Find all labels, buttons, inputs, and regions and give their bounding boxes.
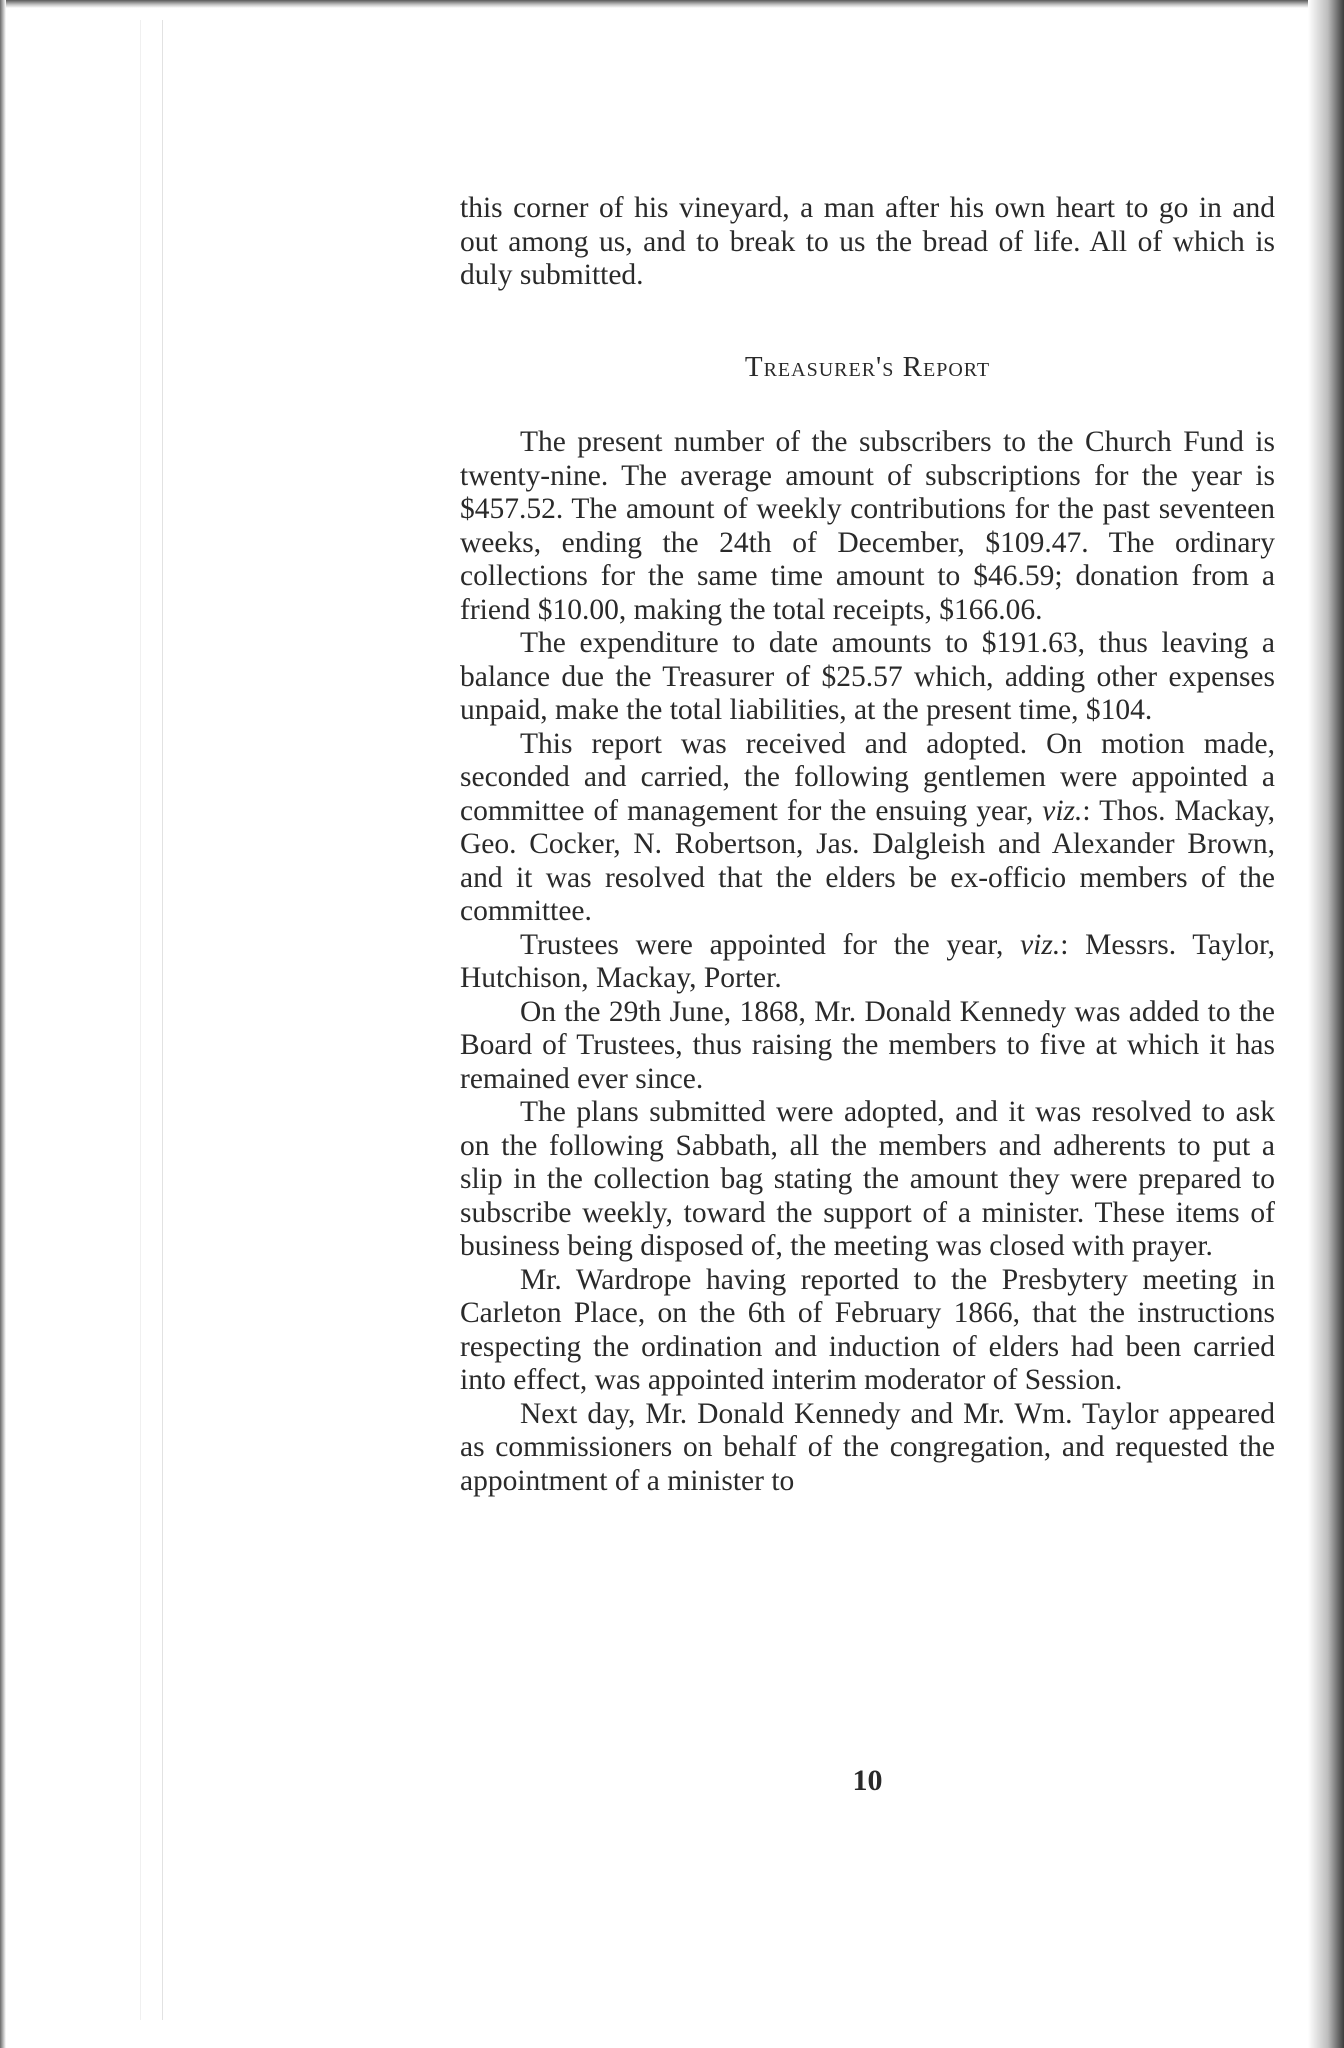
paragraph-trustees-text-b: : Messrs. Taylor, Hutchison, Mackay, Porter. <box>460 928 1275 994</box>
paragraph-commissioners: Next day, Mr. Donald Kennedy and Mr. Wm. Taylor appeared as commissioners on behalf of the congregation, and requested the appointment of a minister to <box>460 1397 1275 1497</box>
section-heading: Treasurer's Report <box>744 350 991 383</box>
paragraph-plans: The plans submitted were adopted, and it was resolved to ask on the following Sabbath, all the members and adherents to put a slip in the collection bag stating the amount they were prepared to subscribe weekly, toward the support of a minister. These items of business being disposed of, the meeting was closed with prayer. <box>460 1096 1275 1262</box>
paragraph-committee <box>460 728 1275 929</box>
paragraph-committee-text-a: This report was received and adopted. On motion made, seconded and carried, the following gentlemen were appointed a committee of management for the ensuing year, <box>460 727 1275 827</box>
page-body <box>460 192 1275 1498</box>
paragraph-committee-text-b: : Thos. Mackay, Geo. Cocker, N. Robertson, Jas. Dalgleish and Alexander Brown, and it was resolved that the elders be ex-officio members of the committee. <box>460 794 1275 927</box>
paragraph-kennedy-trustee: On the 29th June, 1868, Mr. Donald Kennedy was added to the Board of Trustees, thus raising the members to five at which it has remained ever since. <box>460 995 1275 1095</box>
paragraph-trustees-text-a: Trustees were appointed for the year, <box>520 928 1004 961</box>
binding-shadow <box>140 20 141 2020</box>
page-edge-left <box>0 0 6 2048</box>
binding-line <box>162 20 163 2020</box>
page-edge-right <box>1308 0 1344 2048</box>
paragraph-wardrope: Mr. Wardrope having reported to the Presbytery meeting in Carleton Place, on the 6th of February 1866, that the instructions respecting the ordination and induction of elders had been carried into effect, was appointed interim moderator of Session. <box>460 1263 1275 1396</box>
viz-italic: viz. <box>1020 928 1061 961</box>
page-edge-top <box>0 0 1344 8</box>
paragraph-expenditure: The expenditure to date amounts to $191.63, thus leaving a balance due the Treasurer of $25.57 which, adding other expenses unpaid, make the total liabilities, at the present time, $104. <box>460 627 1275 726</box>
paragraph-trustees <box>460 929 1275 996</box>
paragraph-subscribers: The present number of the subscribers to the Church Fund is twenty-nine. The average amount of subscriptions for the year is $457.52. The amount of weekly contributions for the past seventeen weeks, ending the 24th of December, $109.47. The ordinary collections for the same time amount to $46.59; donation from a friend $10.00, making the total receipts, $166.06. <box>460 426 1275 626</box>
page-number: 10 <box>852 1764 883 1797</box>
opening-paragraph: this corner of his vineyard, a man after his own heart to go in and out among us, and to break to us the bread of life. All of which is duly submitted. <box>460 192 1275 291</box>
viz-italic: viz. <box>1042 794 1083 827</box>
